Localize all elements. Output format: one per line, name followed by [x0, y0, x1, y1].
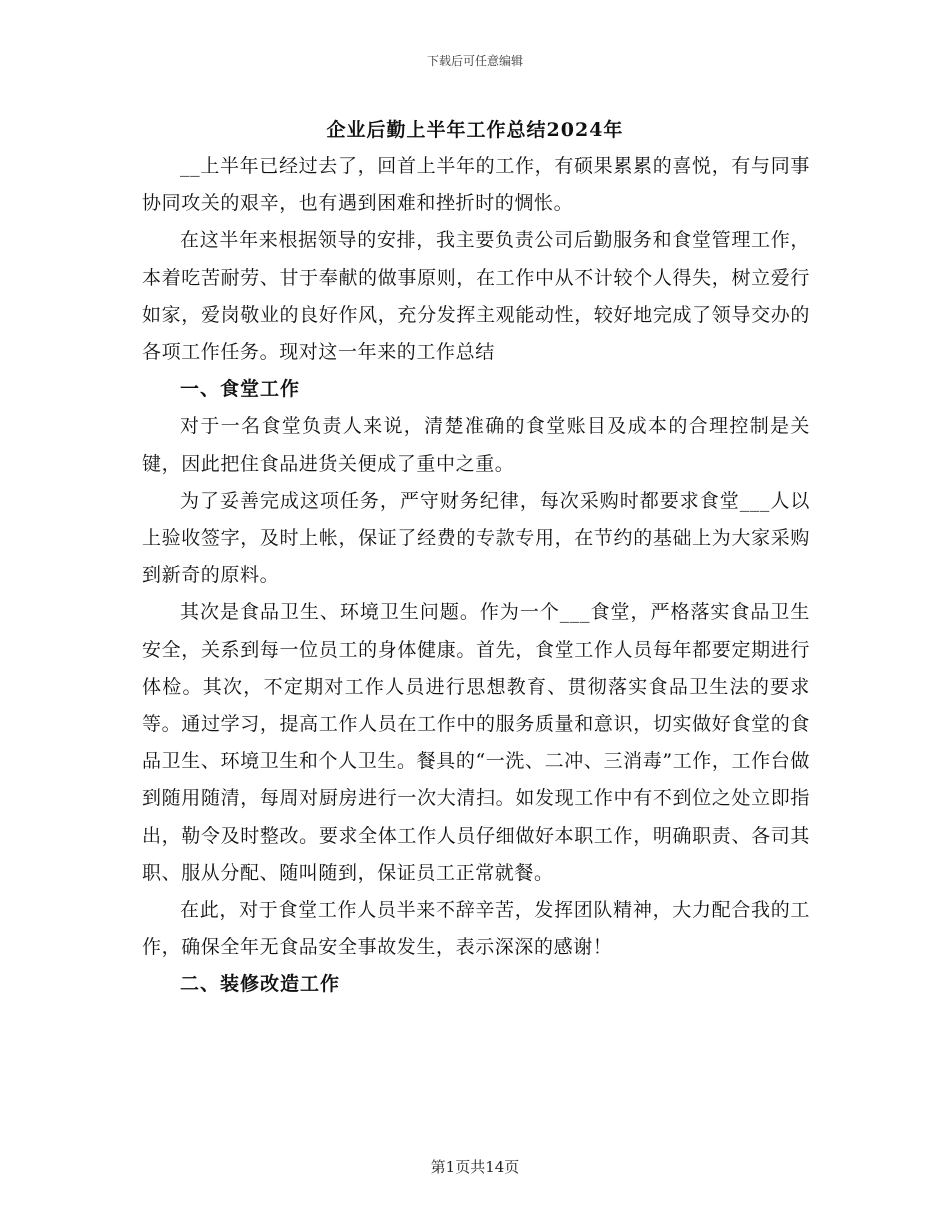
section-heading-canteen: 一、食堂工作 — [180, 378, 301, 401]
paragraph: 其次是食品卫生、环境卫生问题。作为一个___食堂，严格落实食品卫生安全，关系到每一位员工的身体健康。首先，食堂工作人员每年都要定期进行体检。其次，不定期对工作人员进行思想教育、贯彻落实食品卫生法的要求等。通过学习，提高工作人员在工作中的服务质量和意识，切实做好食堂的食品卫生、环境卫生和个人卫生。餐具的“一洗、二冲、三消毒”工作，工作台做到随用随清，每周对厨房进行一次大清扫。如发现工作中有不到位之处立即指出，勒令及时整改。要求全体工作人员仔细做好本职工作，明确职责、各司其职、服从分配、随叫随到，保证员工正常就餐。 — [142, 601, 810, 884]
document-body — [142, 148, 810, 1004]
paragraph: 在这半年来根据领导的安排，我主要负责公司后勤服务和食堂管理工作，本着吃苦耐劳、甘于奉献的做事原则，在工作中从不计较个人得失，树立爱行如家，爱岗敬业的良好作风，充分发挥主观能动性，较好地完成了领导交办的各项工作任务。现对这一年来的工作总结 — [142, 229, 810, 364]
section-heading-renovation: 二、装修改造工作 — [180, 973, 341, 996]
paragraph: 在此，对于食堂工作人员半来不辞辛苦，发挥团队精神，大力配合我的工作，确保全年无食品安全事故发生，表示深深的感谢！ — [142, 899, 810, 959]
document-title: 企业后勤上半年工作总结2024年 — [326, 119, 624, 141]
paragraph: __上半年已经过去了，回首上半年的工作，有硕果累累的喜悦，有与同事协同攻关的艰辛，也有遇到困难和挫折时的惆怅。 — [142, 155, 810, 215]
header-note: 下载后可任意编辑 — [426, 54, 523, 68]
paragraph: 对于一名食堂负责人来说，清楚准确的食堂账目及成本的合理控制是关键，因此把住食品进货关便成了重中之重。 — [142, 415, 810, 475]
page-number: 第1页共14页 — [430, 1158, 520, 1176]
paragraph: 为了妥善完成这项任务，严守财务纪律，每次采购时都要求食堂___人以上验收签字，及时上帐，保证了经费的专款专用，在节约的基础上为大家采购到新奇的原料。 — [142, 489, 810, 587]
